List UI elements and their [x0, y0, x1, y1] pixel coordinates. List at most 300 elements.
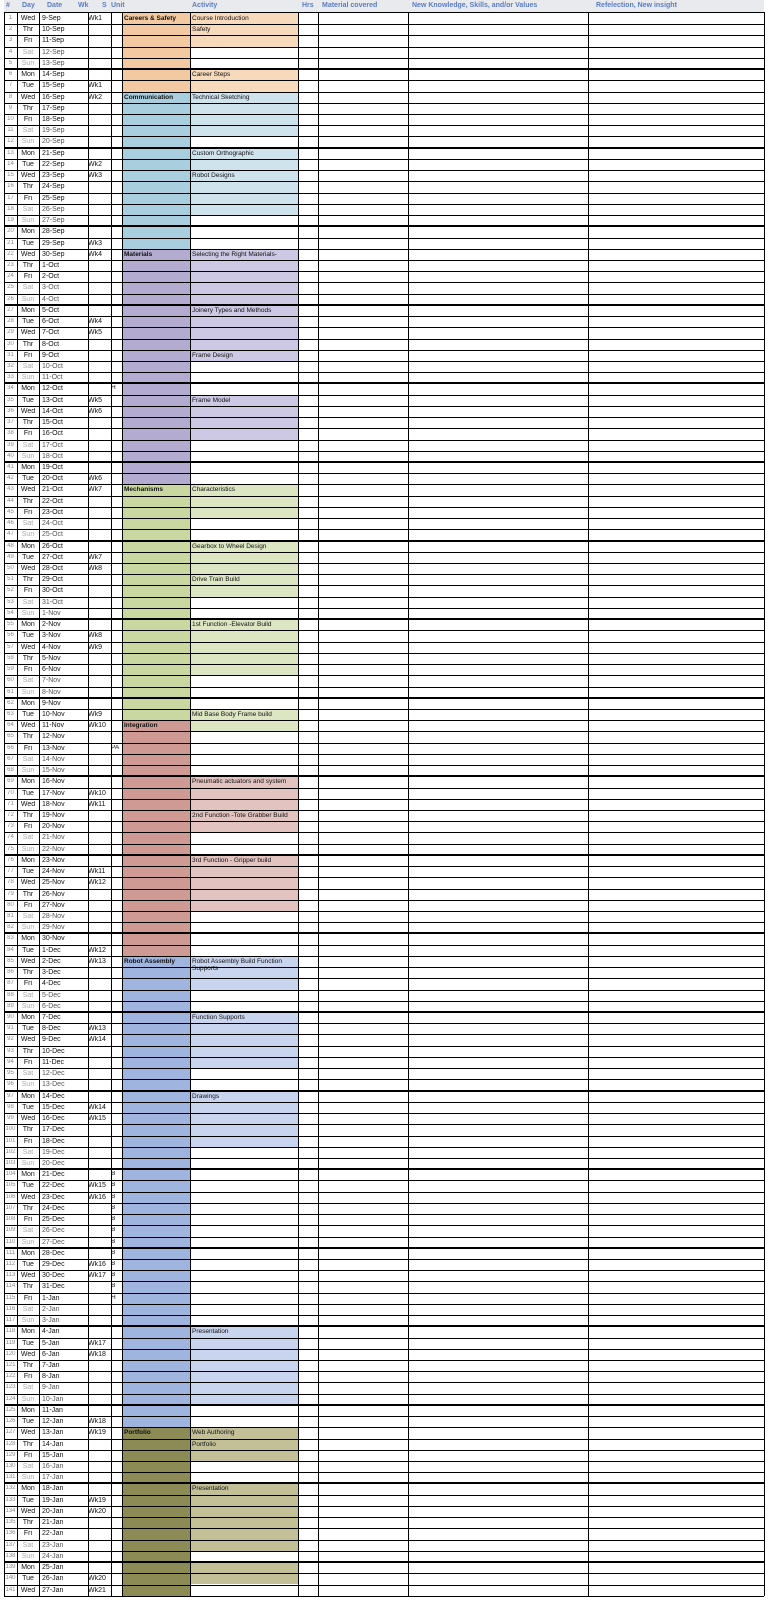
row-date: 3-Nov	[42, 632, 61, 640]
row-number: 57	[7, 643, 14, 650]
header-s: S	[102, 2, 107, 9]
row-number: 23	[7, 261, 14, 268]
row-day: Sat	[22, 362, 34, 370]
row-date: 22-Sep	[42, 160, 65, 168]
row-date: 20-Dec	[42, 1159, 65, 1167]
row-date: 3-Jan	[42, 1317, 60, 1325]
row-day: Sat	[22, 1305, 34, 1313]
row-week: Wk12	[88, 879, 106, 887]
row-number: 109	[5, 1227, 16, 1234]
row-divider	[4, 1192, 764, 1193]
row-number: 58	[7, 654, 14, 661]
row-date: 31-Dec	[42, 1283, 65, 1291]
row-date: 24-Dec	[42, 1204, 65, 1212]
row-divider	[4, 80, 764, 81]
row-day: Wed	[20, 172, 36, 180]
row-divider	[4, 1158, 764, 1159]
row-day: Thr	[22, 1283, 34, 1291]
row-number: 96	[7, 1081, 14, 1088]
row-number: 121	[5, 1362, 16, 1368]
row-divider	[4, 529, 764, 530]
row-divider	[4, 35, 764, 36]
row-date: 26-Oct	[42, 542, 64, 550]
row-week: Wk5	[88, 329, 102, 337]
row-day: Tue	[22, 710, 34, 718]
row-day: Fri	[23, 980, 33, 988]
row-date: 17-Oct	[42, 441, 64, 449]
row-date: 12-Nov	[42, 733, 65, 741]
row-date: 4-Oct	[42, 295, 60, 303]
row-divider	[4, 24, 764, 25]
row-number: 101	[5, 1137, 16, 1144]
row-date: 28-Sep	[42, 228, 65, 236]
row-divider	[4, 618, 764, 620]
row-week: Wk15	[88, 1182, 106, 1190]
activity-label: Course Introduction	[192, 15, 249, 22]
row-number: 64	[7, 722, 14, 729]
activity-label: Technical Sketching	[192, 93, 250, 101]
row-day: Wed	[20, 879, 36, 887]
unit-label: Integration	[124, 722, 158, 730]
row-date: 19-Nov	[42, 811, 65, 819]
row-week: Wk20	[88, 1507, 106, 1515]
row-day: Mon	[21, 542, 35, 550]
row-date: 26-Sep	[42, 205, 65, 213]
row-number: 137	[5, 1541, 16, 1548]
row-date: 10-Dec	[42, 1047, 65, 1055]
row-status: B	[111, 1216, 116, 1223]
row-day: Fri	[23, 823, 33, 831]
row-divider	[4, 1147, 764, 1148]
row-number: 123	[5, 1384, 16, 1391]
row-number: 130	[5, 1463, 16, 1470]
row-day: Fri	[23, 351, 33, 359]
row-status: H	[111, 1294, 116, 1301]
row-date: 28-Oct	[42, 565, 64, 573]
row-day: Wed	[20, 250, 36, 258]
row-day: Thr	[22, 340, 34, 348]
row-day: Tue	[22, 1103, 34, 1111]
row-day: Tue	[22, 1025, 34, 1033]
row-number: 92	[7, 1036, 14, 1043]
row-divider	[4, 382, 764, 384]
row-date: 8-Nov	[42, 688, 61, 696]
activity-label: Drive Train Build	[192, 576, 240, 584]
row-day: Thr	[22, 497, 34, 505]
row-divider	[4, 597, 764, 598]
row-number: 42	[7, 475, 14, 482]
row-day: Sat	[22, 991, 34, 999]
row-divider	[4, 1090, 764, 1092]
row-number: 126	[5, 1418, 16, 1425]
row-divider	[4, 304, 764, 306]
row-week: Wk21	[88, 1586, 106, 1594]
row-number: 112	[5, 1260, 16, 1267]
row-day: Mon	[21, 699, 35, 707]
row-date: 14-Jan	[42, 1440, 64, 1448]
row-number: 39	[7, 441, 14, 448]
row-week: Wk7	[88, 486, 102, 494]
row-divider	[4, 788, 764, 789]
row-day: Sun	[21, 138, 35, 146]
row-number: 100	[5, 1126, 16, 1133]
row-day: Thr	[22, 104, 34, 112]
row-date: 27-Sep	[42, 217, 65, 225]
row-number: 71	[7, 800, 14, 807]
row-divider	[4, 775, 764, 777]
row-number: 99	[7, 1115, 14, 1122]
row-divider	[4, 1281, 764, 1282]
row-date: 18-Oct	[42, 452, 64, 460]
row-day: Tue	[22, 946, 34, 954]
row-day: Mon	[21, 306, 35, 314]
row-day: Thr	[22, 1204, 34, 1212]
row-divider	[4, 249, 764, 250]
row-day: Sun	[21, 688, 35, 696]
row-number: 84	[7, 946, 14, 953]
row-date: 20-Oct	[42, 475, 64, 483]
row-date: 10-Jan	[42, 1395, 64, 1403]
row-number: 91	[7, 1025, 14, 1032]
row-week: Wk18	[88, 1418, 106, 1426]
unit-label: Communication	[124, 93, 174, 101]
row-week: Wk13	[88, 1025, 106, 1033]
row-date: 13-Sep	[42, 59, 65, 67]
row-number: 14	[7, 160, 14, 167]
row-number: 55	[7, 621, 14, 628]
row-divider	[4, 1315, 764, 1316]
row-number: 89	[7, 1002, 14, 1009]
row-day: Mon	[21, 149, 35, 157]
row-day: Sat	[22, 1148, 34, 1156]
row-divider	[4, 114, 764, 115]
row-divider	[4, 518, 764, 519]
row-day: Wed	[20, 722, 36, 730]
row-date: 24-Jan	[42, 1552, 64, 1560]
row-number: 86	[7, 969, 14, 976]
row-day: Wed	[20, 329, 36, 337]
row-divider	[4, 810, 764, 811]
row-day: Thr	[22, 183, 34, 191]
row-divider	[4, 1427, 764, 1428]
row-number: 37	[7, 419, 14, 426]
row-number: 27	[7, 306, 14, 313]
row-day: Tue	[22, 1418, 34, 1426]
row-divider	[4, 945, 764, 946]
row-number: 50	[7, 565, 14, 572]
row-number: 76	[7, 856, 14, 863]
row-number: 118	[5, 1328, 16, 1335]
row-number: 82	[7, 924, 14, 931]
row-divider	[4, 193, 764, 194]
row-divider	[4, 1394, 764, 1395]
row-number: 111	[5, 1249, 16, 1256]
row-week: Wk14	[88, 1103, 106, 1111]
row-number: 54	[7, 609, 14, 616]
row-number: 102	[5, 1148, 16, 1155]
row-day: Fri	[23, 1530, 33, 1538]
row-date: 23-Dec	[42, 1193, 65, 1201]
row-number: 70	[7, 789, 14, 796]
row-date: 2-Nov	[42, 621, 61, 629]
row-divider	[4, 125, 764, 126]
row-number: 106	[5, 1193, 16, 1200]
row-date: 1-Nov	[42, 609, 61, 617]
row-divider	[4, 1585, 764, 1586]
row-day: Wed	[20, 565, 36, 573]
row-number: 61	[7, 688, 14, 695]
row-date: 22-Jan	[42, 1530, 64, 1538]
row-number: 9	[8, 104, 13, 111]
activity-label: 2nd Function -Tote Grabber Build	[192, 811, 288, 819]
row-date: 19-Jan	[42, 1496, 64, 1504]
row-date: 12-Dec	[42, 1070, 65, 1078]
row-week: Wk4	[88, 318, 102, 326]
row-number: 10	[7, 116, 14, 123]
row-date: 24-Oct	[42, 520, 64, 528]
row-date: 19-Dec	[42, 1148, 65, 1156]
row-divider	[4, 225, 764, 227]
row-number: 81	[7, 913, 14, 919]
row-number: 67	[7, 755, 14, 762]
header-wk: Wk	[78, 2, 89, 9]
row-date: 8-Jan	[42, 1373, 60, 1381]
row-number: 20	[7, 228, 14, 235]
row-week: Wk16	[88, 1193, 106, 1201]
row-date: 19-Oct	[42, 464, 64, 471]
row-number: 128	[5, 1440, 16, 1447]
row-status: B	[111, 1193, 116, 1200]
row-day: Thr	[22, 890, 34, 898]
row-divider	[4, 900, 764, 901]
row-date: 10-Sep	[42, 26, 65, 34]
row-date: 16-Jan	[42, 1463, 64, 1471]
row-number: 95	[7, 1070, 14, 1077]
activity-label: Function Supports	[192, 1014, 245, 1022]
row-date: 5-Jan	[42, 1339, 60, 1347]
row-divider	[4, 1247, 764, 1249]
row-date: 13-Oct	[42, 396, 64, 404]
row-date: 2-Jan	[42, 1305, 60, 1313]
row-number: 6	[8, 71, 13, 78]
row-date: 17-Jan	[42, 1474, 64, 1482]
unit-label: Mechanisms	[124, 486, 164, 494]
row-day: Thr	[22, 1440, 34, 1448]
row-day: Mon	[21, 464, 35, 471]
header-material: Material covered	[322, 2, 378, 9]
row-day: Fri	[23, 1451, 33, 1459]
row-divider	[4, 484, 764, 485]
row-date: 26-Jan	[42, 1575, 64, 1583]
row-date: 4-Jan	[42, 1328, 60, 1336]
row-date: 5-Oct	[42, 306, 60, 314]
row-number: 78	[7, 879, 14, 886]
activity-label: Custom Orthographic	[192, 149, 254, 157]
row-week: Wk9	[88, 643, 102, 651]
row-number: 17	[7, 194, 14, 201]
row-status: B	[111, 1238, 116, 1245]
row-day: Wed	[20, 93, 36, 101]
row-date: 20-Sep	[42, 138, 65, 146]
row-divider	[4, 877, 764, 878]
row-week: Wk6	[88, 407, 102, 415]
row-date: 6-Nov	[42, 666, 61, 674]
row-date: 11-Dec	[42, 1058, 65, 1066]
row-day: Mon	[21, 935, 35, 943]
row-number: 104	[5, 1171, 16, 1178]
row-number: 65	[7, 733, 14, 740]
header-day: Day	[22, 2, 35, 9]
row-divider	[4, 585, 764, 586]
row-week: Wk2	[88, 160, 102, 168]
row-divider	[4, 1551, 764, 1552]
row-week: Wk10	[88, 789, 106, 797]
row-number: 8	[8, 93, 13, 100]
row-number: 53	[7, 598, 14, 605]
row-divider	[4, 574, 764, 575]
row-date: 30-Sep	[42, 250, 65, 258]
unit-band	[122, 720, 190, 956]
row-status: B	[111, 1283, 116, 1290]
row-number: 79	[7, 890, 14, 897]
row-number: 45	[7, 508, 14, 515]
row-divider	[4, 238, 764, 239]
activity-label: Web Authoring	[192, 1429, 235, 1437]
row-week: Wk20	[88, 1575, 106, 1583]
row-day: Mon	[21, 778, 35, 786]
row-week: Wk10	[88, 722, 106, 730]
row-day: Sun	[21, 924, 35, 932]
row-divider	[4, 316, 764, 317]
row-number: 28	[7, 318, 14, 325]
row-number: 75	[7, 845, 14, 852]
row-status: B	[111, 1204, 116, 1211]
row-day: Fri	[23, 587, 33, 595]
row-week: Wk1	[88, 15, 102, 22]
row-divider	[4, 1168, 764, 1170]
row-number: 107	[5, 1204, 16, 1211]
row-divider	[4, 1349, 764, 1350]
row-week: Wk14	[88, 1036, 106, 1044]
row-divider	[4, 1561, 764, 1563]
row-day: Sun	[21, 452, 35, 460]
row-divider	[4, 1540, 764, 1541]
row-date: 29-Dec	[42, 1260, 65, 1268]
row-day: Wed	[20, 1272, 36, 1280]
row-number: 46	[7, 520, 14, 527]
row-week: Wk5	[88, 396, 102, 404]
row-number: 122	[5, 1373, 16, 1380]
row-divider	[4, 58, 764, 59]
row-date: 14-Oct	[42, 407, 64, 415]
row-date: 1-Dec	[42, 946, 61, 954]
row-day: Sat	[22, 677, 34, 685]
row-number: 62	[7, 699, 14, 706]
row-divider	[4, 743, 764, 744]
row-number: 5	[8, 59, 13, 66]
row-date: 23-Nov	[42, 856, 65, 864]
row-divider	[4, 956, 764, 957]
row-date: 18-Dec	[42, 1137, 65, 1145]
row-date: 3-Dec	[42, 969, 61, 977]
row-date: 23-Jan	[42, 1541, 64, 1549]
row-day: Tue	[22, 396, 34, 404]
row-day: Sat	[22, 1463, 34, 1471]
row-date: 14-Nov	[42, 755, 65, 763]
row-number: 98	[7, 1103, 14, 1110]
row-divider	[4, 563, 764, 564]
row-divider	[4, 1203, 764, 1204]
row-number: 83	[7, 935, 14, 942]
row-divider	[4, 271, 764, 272]
row-number: 16	[7, 183, 14, 190]
row-divider	[4, 136, 764, 137]
row-day: Sun	[21, 1552, 35, 1560]
row-day: Mon	[21, 1249, 35, 1257]
row-divider	[4, 720, 764, 721]
row-number: 74	[7, 834, 14, 841]
row-divider	[4, 339, 764, 340]
activity-label: Presentation	[192, 1328, 229, 1336]
row-day: Sat	[22, 127, 34, 135]
unit-band	[122, 484, 190, 720]
row-day: Wed	[20, 643, 36, 651]
row-divider	[4, 461, 764, 463]
column-divider	[122, 12, 123, 1596]
row-number: 129	[5, 1451, 16, 1458]
row-date: 14-Dec	[42, 1092, 65, 1100]
row-number: 2	[8, 26, 13, 33]
row-number: 140	[5, 1575, 16, 1582]
row-day: Sat	[22, 913, 34, 920]
row-number: 117	[5, 1317, 16, 1324]
row-day: Fri	[23, 744, 33, 752]
row-number: 138	[5, 1552, 16, 1559]
row-number: 77	[7, 868, 14, 875]
row-date: 24-Sep	[42, 183, 65, 191]
row-divider	[4, 1102, 764, 1103]
row-date: 11-Oct	[42, 374, 63, 382]
row-date: 18-Sep	[42, 116, 65, 124]
row-divider	[4, 540, 764, 542]
row-divider	[4, 675, 764, 676]
row-status: H	[111, 385, 116, 392]
row-divider	[4, 967, 764, 968]
row-week: Wk15	[88, 1115, 106, 1123]
row-day: Sun	[21, 1317, 35, 1325]
row-day: Wed	[20, 486, 36, 494]
row-week: Wk8	[88, 565, 102, 573]
row-date: 13-Jan	[42, 1429, 64, 1437]
row-day: Thr	[22, 654, 34, 662]
row-number: 33	[7, 374, 14, 381]
column-divider	[298, 12, 299, 1596]
row-date: 21-Oct	[42, 486, 64, 494]
row-number: 1	[8, 15, 13, 21]
row-week: Wk3	[88, 239, 102, 247]
row-divider	[4, 1495, 764, 1496]
row-week: Wk19	[88, 1496, 106, 1504]
row-divider	[4, 608, 764, 609]
row-day: Thr	[22, 261, 34, 269]
row-date: 18-Nov	[42, 800, 65, 808]
row-week: Wk7	[88, 553, 102, 561]
row-divider	[4, 1439, 764, 1440]
row-day: Tue	[22, 868, 34, 876]
row-date: 7-Nov	[42, 677, 61, 685]
row-number: 113	[5, 1272, 16, 1279]
row-date: 25-Sep	[42, 194, 65, 202]
